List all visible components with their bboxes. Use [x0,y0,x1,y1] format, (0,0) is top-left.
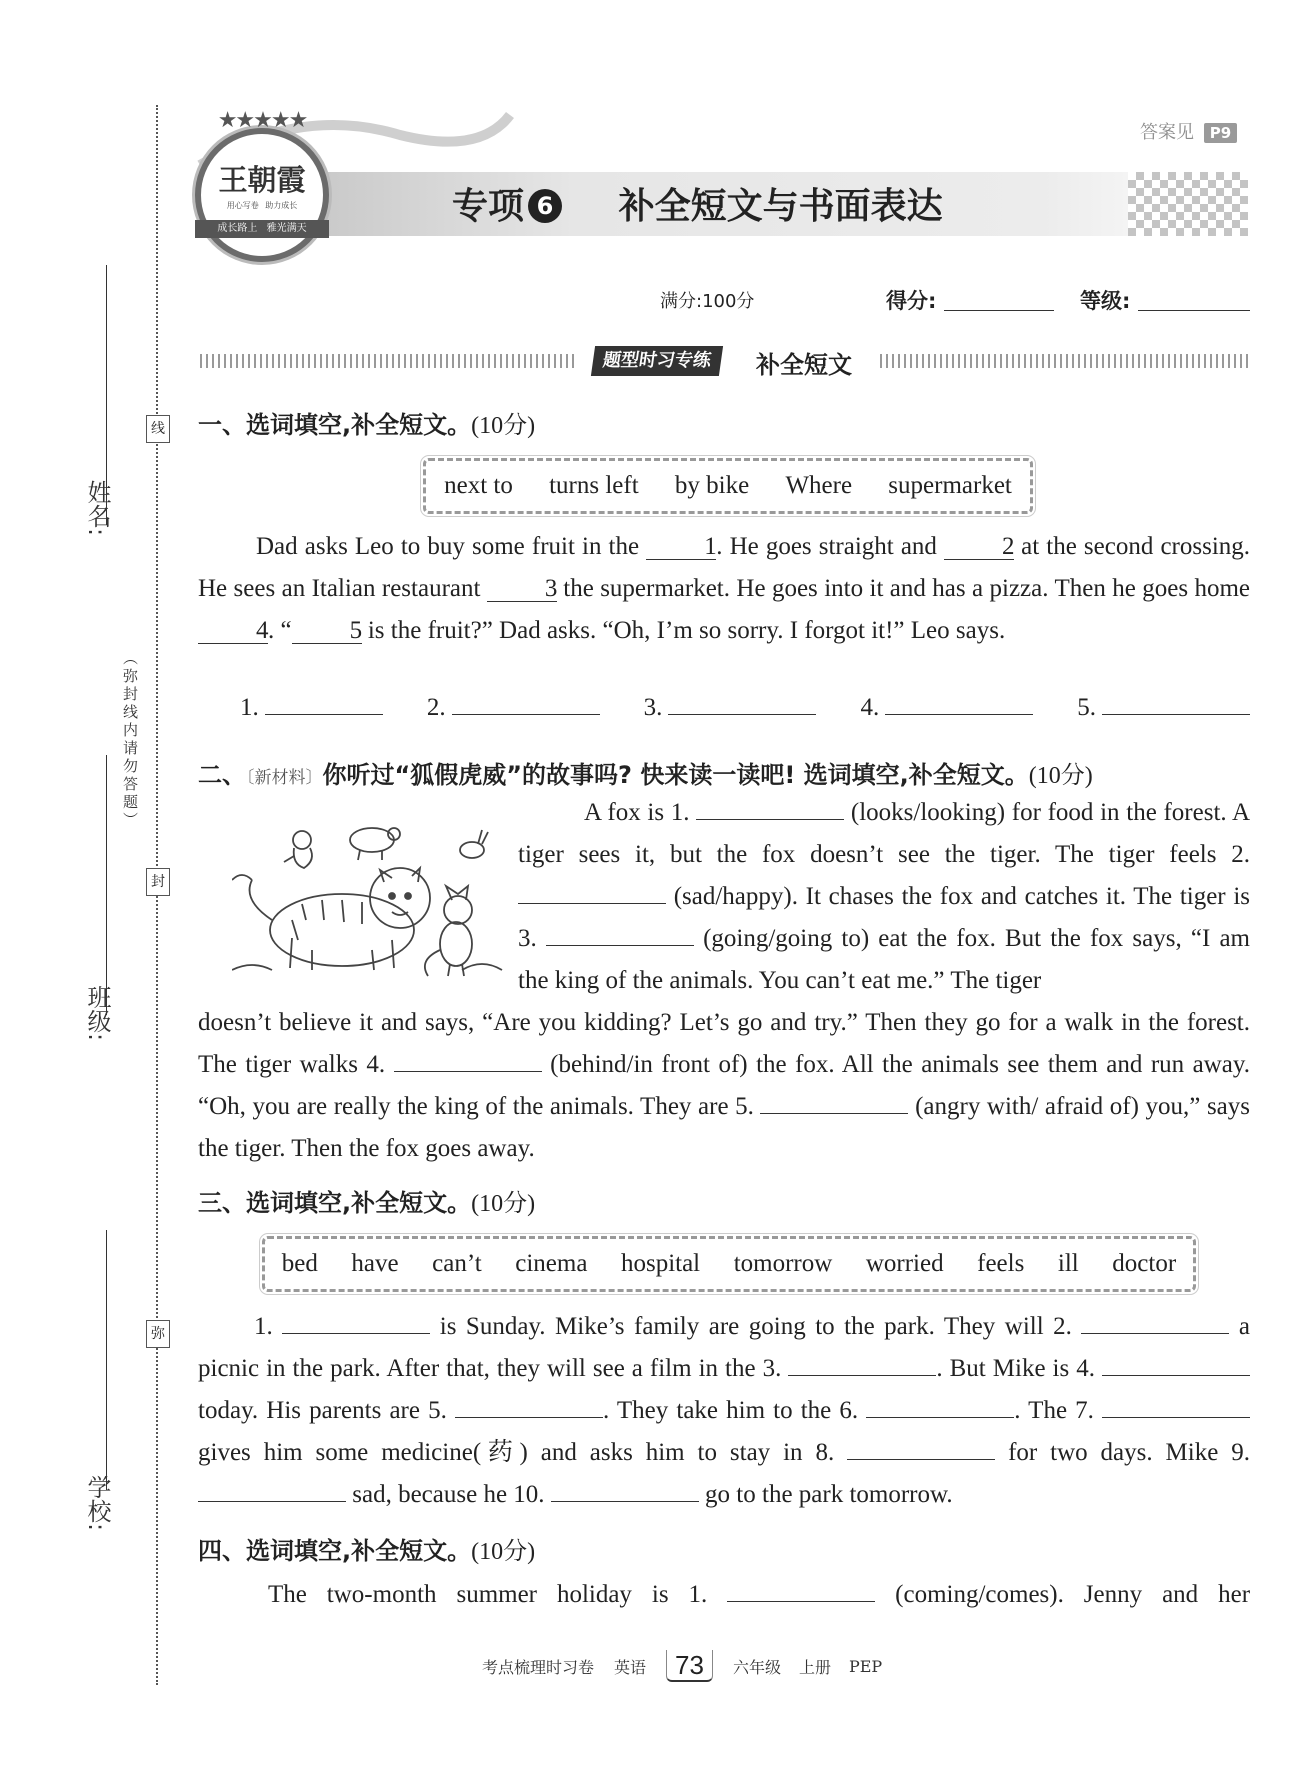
section1-heading [198,405,535,440]
logo-ribbon [195,220,329,238]
footer-subject: 英语 [614,1657,647,1677]
full-score: 满分:100分 [660,291,755,312]
logo-ribbon-2: 雅光满天 [266,223,307,234]
blank-2[interactable] [518,903,666,904]
section4-points: (10分) [471,1539,536,1565]
section2-heading-prefix: 二、 [198,761,246,789]
passage-text: sad, because he 10. [352,1481,545,1508]
word-option: doctor [1112,1250,1177,1277]
passage-text: . But Mike is 4. [936,1355,1095,1382]
new-material-tag-text: 新材料 [254,768,306,788]
answer-slot-3[interactable] [644,694,817,722]
banner-rule-left [200,354,578,368]
blank-3[interactable]: 3 [487,576,557,602]
footer-volume: 上册 [798,1657,831,1677]
passage-text: Dad asks Leo to buy some fruit in the [256,533,640,560]
answer-ref-label: 答案见 [1140,122,1194,143]
answer-number: 4. [860,694,880,721]
blank-3[interactable] [546,945,694,946]
section1-answer-row [240,694,1250,722]
section3-heading [198,1183,535,1218]
passage-text: the supermarket. He goes into it and has a pizza. Then he goes home [563,575,1251,602]
word-option: can’t [432,1250,482,1277]
page-title [452,178,943,229]
section3-passage [198,1306,1250,1516]
passage-text: 1. [254,1313,273,1340]
answer-line[interactable] [885,714,1033,715]
section1-word-box [423,458,1033,514]
blank-5[interactable] [455,1417,603,1418]
answer-line[interactable] [452,714,600,715]
answer-line[interactable] [1102,714,1250,715]
blank-1[interactable] [727,1601,875,1602]
answer-slot-1[interactable] [240,694,383,722]
passage-text: at the second crossing. He sees an Italian restaurant [198,533,1251,602]
blank-4[interactable] [394,1071,542,1072]
answer-number: 5. [1077,694,1096,721]
passage-text: is Sunday. Mike’s family are going to the park. They will 2. [439,1313,1072,1340]
blank-4[interactable] [1102,1375,1250,1376]
passage-text: (coming/comes). Jenny and her [895,1581,1251,1608]
passage-text: . “ [268,617,292,644]
word-option: ill [1057,1250,1079,1277]
footer-grade: 六年级 [732,1657,781,1677]
section3-heading-text: 三、选词填空,补全短文。 [198,1189,472,1217]
passage-text: is the fruit?” Dad asks. “Oh, I’m so sorry. I forgot it!” Leo says. [367,617,1006,644]
answer-number: 1. [240,694,259,721]
passage-text: go to the park tomorrow. [705,1481,953,1508]
word-option: have [351,1250,399,1277]
word-option: feels [977,1250,1025,1277]
title-band-checker [1128,172,1248,236]
banner-tag: 题型时习专练 [591,346,723,376]
grade-field[interactable] [1138,310,1250,311]
class-label: 班级: [83,985,111,1042]
word-option: worried [865,1250,944,1277]
section1-points: (10分) [471,413,536,439]
blank-2[interactable] [1081,1333,1229,1334]
answer-number: 2. [426,694,446,721]
name-field[interactable] [106,265,107,525]
passage-text: gives him some medicine(药) and asks him to stay in 8. [198,1439,835,1466]
logo-slogan-2: 助力成长 [265,201,298,210]
answer-slot-5[interactable] [1077,694,1250,722]
school-label: 学校: [83,1475,111,1532]
score-field[interactable] [944,310,1054,311]
section2-heading [198,755,1093,790]
title-main: 补全短文与书面表达 [618,186,943,227]
logo-ribbon-1: 成长路上 [217,223,258,234]
section2-points: (10分) [1028,763,1093,789]
section1-heading-text: 一、选词填空,补全短文。 [198,411,472,439]
passage-text: a picnic in the park. After that, they will see a film in the 3. [198,1313,1251,1382]
passage-text: today. His parents are 5. [198,1397,447,1424]
answer-reference [1140,118,1237,144]
footer-book-title: 考点梳理时习卷 [482,1657,595,1677]
blank-5[interactable]: 5 [292,618,362,644]
passage-text: . The 7. [1014,1397,1094,1424]
passage-text: (looks/looking) for food in the forest. A tiger sees it, but the fox doesn’t see the tiger. The tiger feels 2. [518,799,1251,868]
answer-line[interactable] [668,714,816,715]
section2-passage-top [518,792,1250,1002]
passage-text: doesn’t believe it and says, “Are you kidding? Let’s go and try.” Then they go for a walk in the forest. The tiger walks 4. [198,1009,1250,1078]
blank-7[interactable] [1102,1417,1250,1418]
section3-word-box [262,1236,1196,1292]
new-material-tag: 〔新材料〕 [246,768,323,788]
page-footer [482,1650,882,1682]
word-option: supermarket [888,472,1012,499]
banner-rule-right [880,354,1250,368]
answer-slot-2[interactable] [427,694,600,722]
blank-6[interactable] [866,1417,1014,1418]
brand-logo [195,108,329,262]
logo-slogan-1: 用心写卷 [226,201,259,210]
sealing-warning: （弥封线内请勿答题） [121,650,139,830]
section2-heading-text: 你听过“狐假虎威”的故事吗? 快来读一读吧! 选词填空,补全短文。 [322,761,1029,789]
banner-title: 补全短文 [756,351,852,379]
passage-text: (behind/in front of) the fox. All the animals see them and run away. “Oh, you are really the king of the animals. They are 5. [198,1051,1251,1120]
passage-text: The two-month summer holiday is 1. [268,1581,708,1608]
blank-3[interactable] [788,1375,936,1376]
blank-2[interactable]: 2 [944,534,1014,560]
section2-passage-bottom [198,1002,1250,1170]
blank-1[interactable] [696,819,844,820]
passage-text: . He goes straight and [716,533,937,560]
blank-1[interactable] [282,1333,430,1334]
name-label: 姓名: [83,480,111,537]
word-option: tomorrow [733,1250,833,1277]
seal-mark-feng: 封 [146,868,170,896]
score-label: 得分: [886,289,937,313]
passage-text: (angry with/ afraid of) you,” says the tiger. Then the fox goes away. [198,1093,1251,1162]
answer-page-badge: P9 [1204,123,1237,143]
title-number-badge: 6 [528,189,562,223]
word-option: cinema [515,1250,588,1277]
answer-number: 3. [643,694,663,721]
section4-heading [198,1531,535,1566]
answer-line[interactable] [265,714,383,715]
title-prefix: 专项 [452,186,525,227]
section3-points: (10分) [471,1191,536,1217]
word-option: turns left [549,472,639,499]
school-field[interactable] [106,1230,107,1490]
class-field[interactable] [106,755,107,1015]
blank-1[interactable]: 1 [646,534,716,560]
blank-4[interactable]: 4 [198,618,268,644]
passage-text: (going/going to) eat the fox. But the fox says, “I am the king of the animals. You can’t eat me.” The tiger [518,925,1251,994]
logo-brand-name: 王朝霞 [218,163,306,197]
footer-edition: PEP [848,1656,883,1676]
section1-passage [198,526,1250,652]
answer-slot-4[interactable] [860,694,1033,722]
passage-text: (sad/happy). It chases the fox and catches it. The tiger is 3. [518,883,1251,952]
seal-mark-mi: 弥 [146,1320,170,1348]
word-option: hospital [620,1250,701,1277]
blank-8[interactable] [847,1459,995,1460]
passage-text: . They take him to the 6. [602,1397,859,1424]
logo-stars: ★★★★★ [217,108,307,133]
footer-page-number: 73 [675,1650,704,1680]
word-option: bed [281,1250,318,1277]
passage-text: A fox is 1. [584,799,690,826]
blank-9[interactable] [198,1501,346,1502]
seal-mark-xian: 线 [146,415,170,443]
section4-passage [198,1574,1250,1616]
word-option: by bike [674,472,750,499]
fox-tiger-illustration [232,820,510,980]
blank-5[interactable] [760,1113,908,1114]
blank-10[interactable] [551,1501,699,1502]
passage-text: for two days. Mike 9. [1008,1439,1250,1466]
word-option: next to [444,472,513,499]
grade-label: 等级: [1080,289,1131,313]
logo-slogan [201,200,323,211]
section4-heading-text: 四、选词填空,补全短文。 [198,1537,472,1565]
footer-page-badge [666,1650,713,1682]
word-option: Where [785,472,853,499]
